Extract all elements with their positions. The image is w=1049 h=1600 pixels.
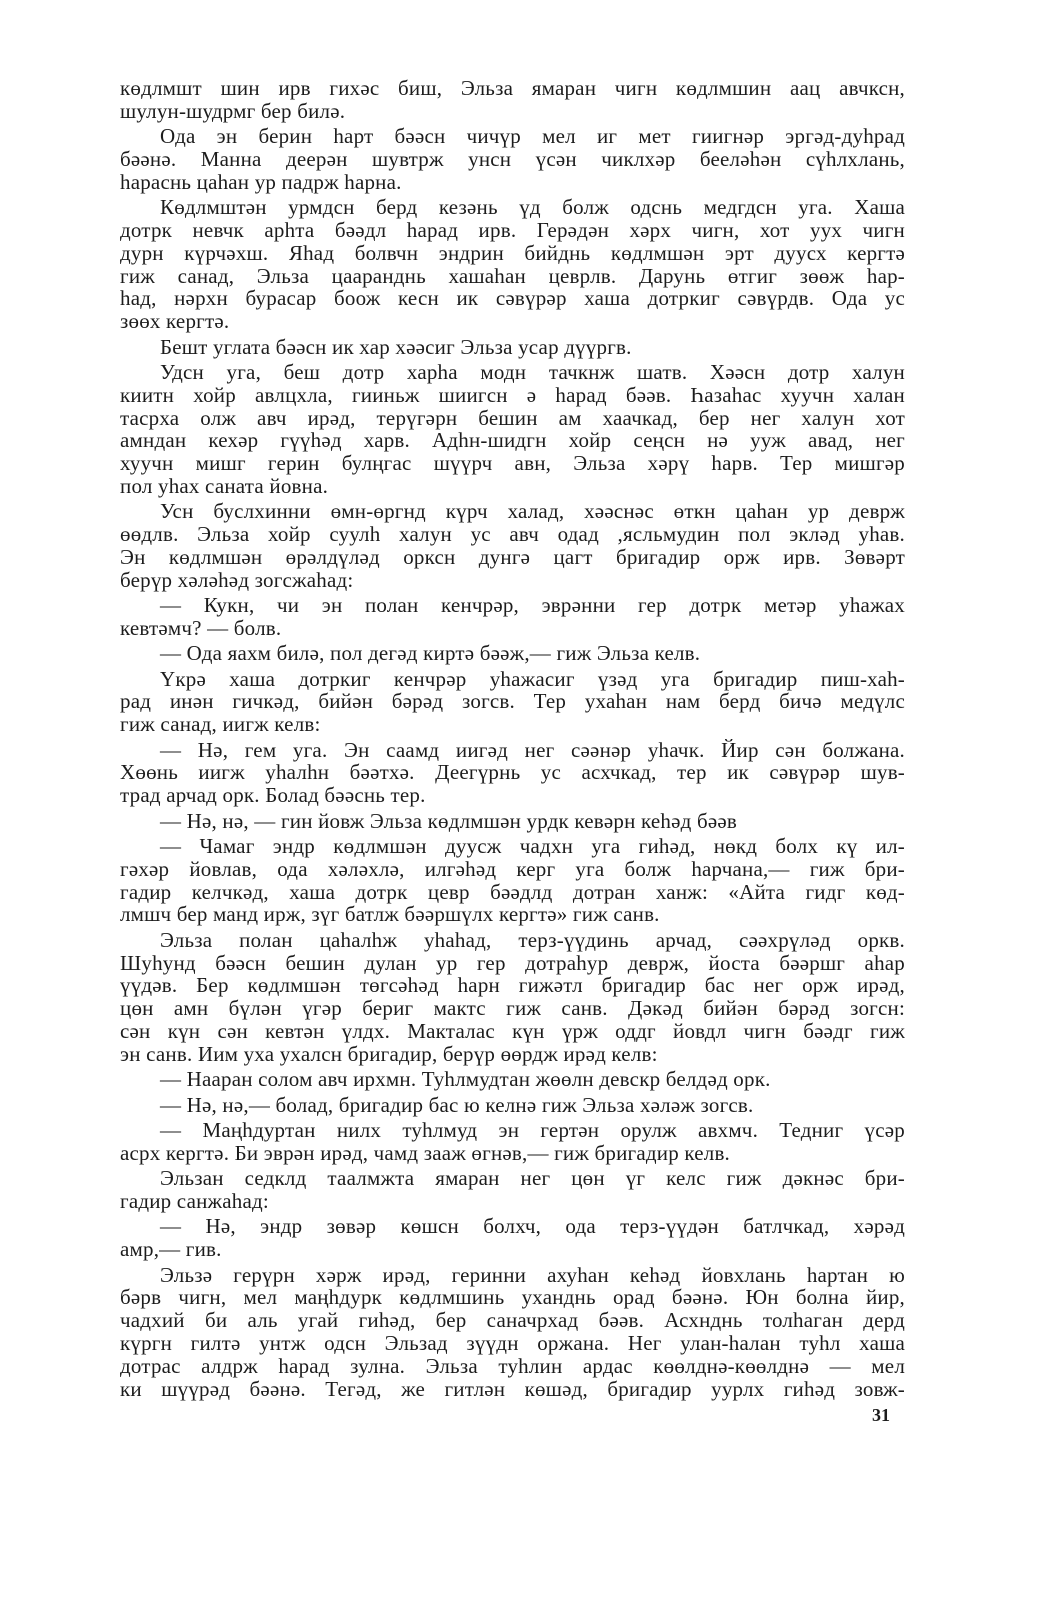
text-line: лмшч бер манд ирж, зүг батлж бәәршүлх кергтә» гиж санв.	[120, 902, 660, 927]
text-line: гадир келчкәд, хаша дотрк цевр бәәдлд дотран ханж: «Айта гидг көд-	[120, 879, 905, 904]
paragraph	[120, 929, 905, 1066]
text-line: — Кукн, чи эн полан кенчрәр, эврәнни гер дотрк метәр уһажах	[160, 593, 905, 618]
text-line: зөөх кергтә.	[120, 309, 230, 334]
paragraph	[120, 668, 905, 736]
page-text	[120, 77, 905, 1400]
text-line: Эльзә герүрн хәрж ирәд, геринни ахуһан кеһәд йовхлань һартан ю	[160, 1262, 905, 1287]
text-line: эн санв. Иим уха ухалсн бригадир, берүр өөрдж ирәд келв:	[120, 1041, 658, 1066]
paragraph	[120, 125, 905, 193]
text-line: — Ода яахм билә, пол дегәд киртә бәәж,— гиж Эльза келв.	[160, 641, 701, 666]
text-line: ки шүүрәд бәәнә. Тегәд, же гитлән көшәд, бригадир уурлх гиһәд зовж-	[120, 1376, 905, 1401]
text-line: — Чамаг эндр көдлмшән дуусж чадхн уга гиһәд, нөкд болх кү ил-	[160, 834, 905, 859]
text-line: трад арчад орк. Болад бәәснь тер.	[120, 783, 426, 808]
paragraph	[120, 642, 905, 665]
text-line: — Нә, нә, — гин йовж Эльза көдлмшән урдк кевәрн кеһәд бәәв	[160, 808, 738, 833]
paragraph	[120, 1068, 905, 1091]
text-line: цөн амн бүлән үгәр бериг мактс гиж санв. Дәкәд бийән бәрәд зогсн:	[120, 996, 905, 1021]
text-line: гәхәр йовлав, ода хәләхлә, илгәһәд керг уга болж һарчана,— гиж бри-	[120, 856, 905, 881]
text-line: бәәнә. Манна деерән шувтрж унсн үсән чиклхәр бееләһән сүһлхлань,	[120, 146, 905, 171]
text-line: хуучн мишг герин булңгас шүүрч авн, Эльза хәрү һарв. Тер мишгәр	[120, 451, 905, 476]
text-line: кевтәмч? — болв.	[120, 615, 282, 640]
text-line: үүдәв. Бер көдлмшән төгсәһәд һарн гижәтл бригадир бас нег орж ирәд,	[120, 973, 905, 998]
text-line: рад инән гичкәд, бийән бәрәд зогсв. Тер ухаһан нам берд бичә медүлс	[120, 689, 905, 714]
paragraph	[120, 1094, 905, 1117]
text-line: асрх кергтә. Би эврән ирәд, чамд зааж өгнәв,— гиж бригадир келв.	[120, 1140, 731, 1165]
paragraph	[120, 1167, 905, 1213]
paragraph	[120, 500, 905, 591]
text-line: киитн хойр авлцхла, гииньж шиигсн ә һарад бәәв. Һазаһас хуучн халан	[120, 382, 905, 407]
paragraph	[120, 739, 905, 807]
text-line: гиж санад, Эльза цааранднь хашаһан цеврлв. Дарунь өтгиг зөөж һар-	[120, 263, 905, 288]
text-line: — Нә, эндр зөвәр көшсн болхч, ода терз-үүдән батлчкад, хәрәд	[160, 1214, 905, 1239]
paragraph	[120, 196, 905, 333]
paragraph	[120, 77, 905, 123]
paragraph	[120, 1119, 905, 1165]
text-line: чадхий би аль угай гиһәд, бер саначрхад бәәв. Асхнднь толһаган дерд	[120, 1308, 905, 1333]
text-line: Удсн уга, беш дотр харһа модн тачкнж шатв. Хәәсн дотр халун	[160, 359, 905, 384]
text-line: — Нааран солом авч ирхмн. Туһлмудтан жөөлн девскр белдәд орк.	[160, 1067, 771, 1092]
text-line: дотрк невчк арһта бәәдл һарад ирв. Герәдән хәрх чигн, хот уух чигн	[120, 217, 905, 242]
text-line: Хөөнь иигж уһалһн бәәтхә. Деегүрнь ус асхчкад, тер ик сәвүрәр шув-	[120, 760, 905, 785]
text-line: көдлмшт шин ирв гихәс биш, Эльза ямаран чигн көдлмшин аац авчксн,	[120, 76, 905, 100]
text-line: гадир санжаһад:	[120, 1188, 269, 1213]
text-line: Ода эн берин һарт бәәсн чичүр мел иг мет гиигнәр эргәд-дуһрад	[160, 124, 905, 149]
text-line: Көдлмштән урмдсн берд кезәнь үд болж одснь медгдсн уга. Хаша	[160, 195, 905, 220]
text-line: берүр хәләһәд зогсжаһад:	[120, 567, 354, 592]
paragraph	[120, 336, 905, 359]
text-line: Эльза полан цаһалһж уһаһад, терз-үүдинь арчад, сәәхрүләд оркв.	[160, 927, 905, 952]
text-line: һад, нәрхн бурасар боож кесн ик сәвүрәр хаша дотркиг сәвүрдв. Ода ус	[120, 286, 905, 311]
text-line: дотрас алдрж һарад зулна. Эльза туһлин ардас көөлднә-көөлднә — мел	[120, 1353, 905, 1378]
text-line: амр,— гив.	[120, 1237, 222, 1262]
text-line: күргн гилтә унтж одсн Эльзад зүүдн оржана. Нег улан-һалан туһл хаша	[120, 1330, 905, 1355]
paragraph	[120, 835, 905, 926]
text-line: һараснь цаһан ур падрж һарна.	[120, 169, 402, 194]
text-line: — Нә, гем уга. Эн саамд иигәд нег сәәнәр уһачк. Йир сән болжана.	[160, 737, 905, 762]
text-line: гиж санад, иигж келв:	[120, 712, 321, 737]
text-line: пол уһах саната йовна.	[120, 473, 329, 498]
text-line: Шуһунд бәәсн бешин дулан ур гер дотраһур деврж, йоста бәәршг аһар	[120, 950, 905, 975]
paragraph	[120, 1215, 905, 1261]
paragraph	[120, 594, 905, 640]
paragraph	[120, 361, 905, 498]
text-line: — Нә, нә,— болад, бригадир бас ю келнә гиж Эльза хәләж зогсв.	[160, 1092, 754, 1117]
text-line: шулун-шудрмг бер билә.	[120, 98, 346, 123]
text-line: Бешт углата бәәсн ик хар хәәсиг Эльза усар дүүргв.	[160, 334, 632, 359]
text-line: Үкрә хаша дотркиг кенчрәр уһажасиг үзәд уга бригадир пиш-хаһ-	[160, 666, 905, 691]
text-line: амндан кехәр гүүһәд харв. Адһн-шидгн хойр сеңсн нә ууж авад, нег	[120, 428, 905, 453]
text-line: өөдлв. Эльза хойр суулһ халун ус авч одад ,ясльмудин пол экләд уһав.	[120, 522, 905, 547]
text-line: сән күн сән кевтән үлдх. Макталас күн үрж оддг йовдл чигн бәәдг гиж	[120, 1019, 905, 1043]
text-line: Эн көдлмшән өрәлдүләд орксн дунгә цагт бригадир орж ирв. Зөвәрт	[120, 544, 905, 569]
text-line: дурн күрчәхш. Яһад болвчн эндрин бийднь көдлмшән эрт дуусх кергтә	[120, 240, 905, 265]
text-line: бәрв чигн, мел маңһдурк көдлмшинь уханднь орад бәәнә. Юн болна йир,	[120, 1285, 905, 1310]
paragraph	[120, 1264, 905, 1401]
text-line: Усн буслхинни өмн-өргнд күрч халад, хәәснәс өткн цаһан ур деврж	[160, 499, 905, 524]
paragraph	[120, 810, 905, 833]
text-line: Эльзан седклд таалмжта ямаран нег цөн үг келс гиж дәкнәс бри-	[160, 1166, 905, 1191]
text-line: тасрха олж авч ирәд, терүгәрн бешин ам хаачкад, бер нег халун хот	[120, 405, 905, 430]
text-line: — Маңһдуртан нилх туһлмуд эн гертән орулж авхмч. Тедниг үсәр	[160, 1117, 905, 1142]
page-number: 31	[872, 1405, 890, 1425]
